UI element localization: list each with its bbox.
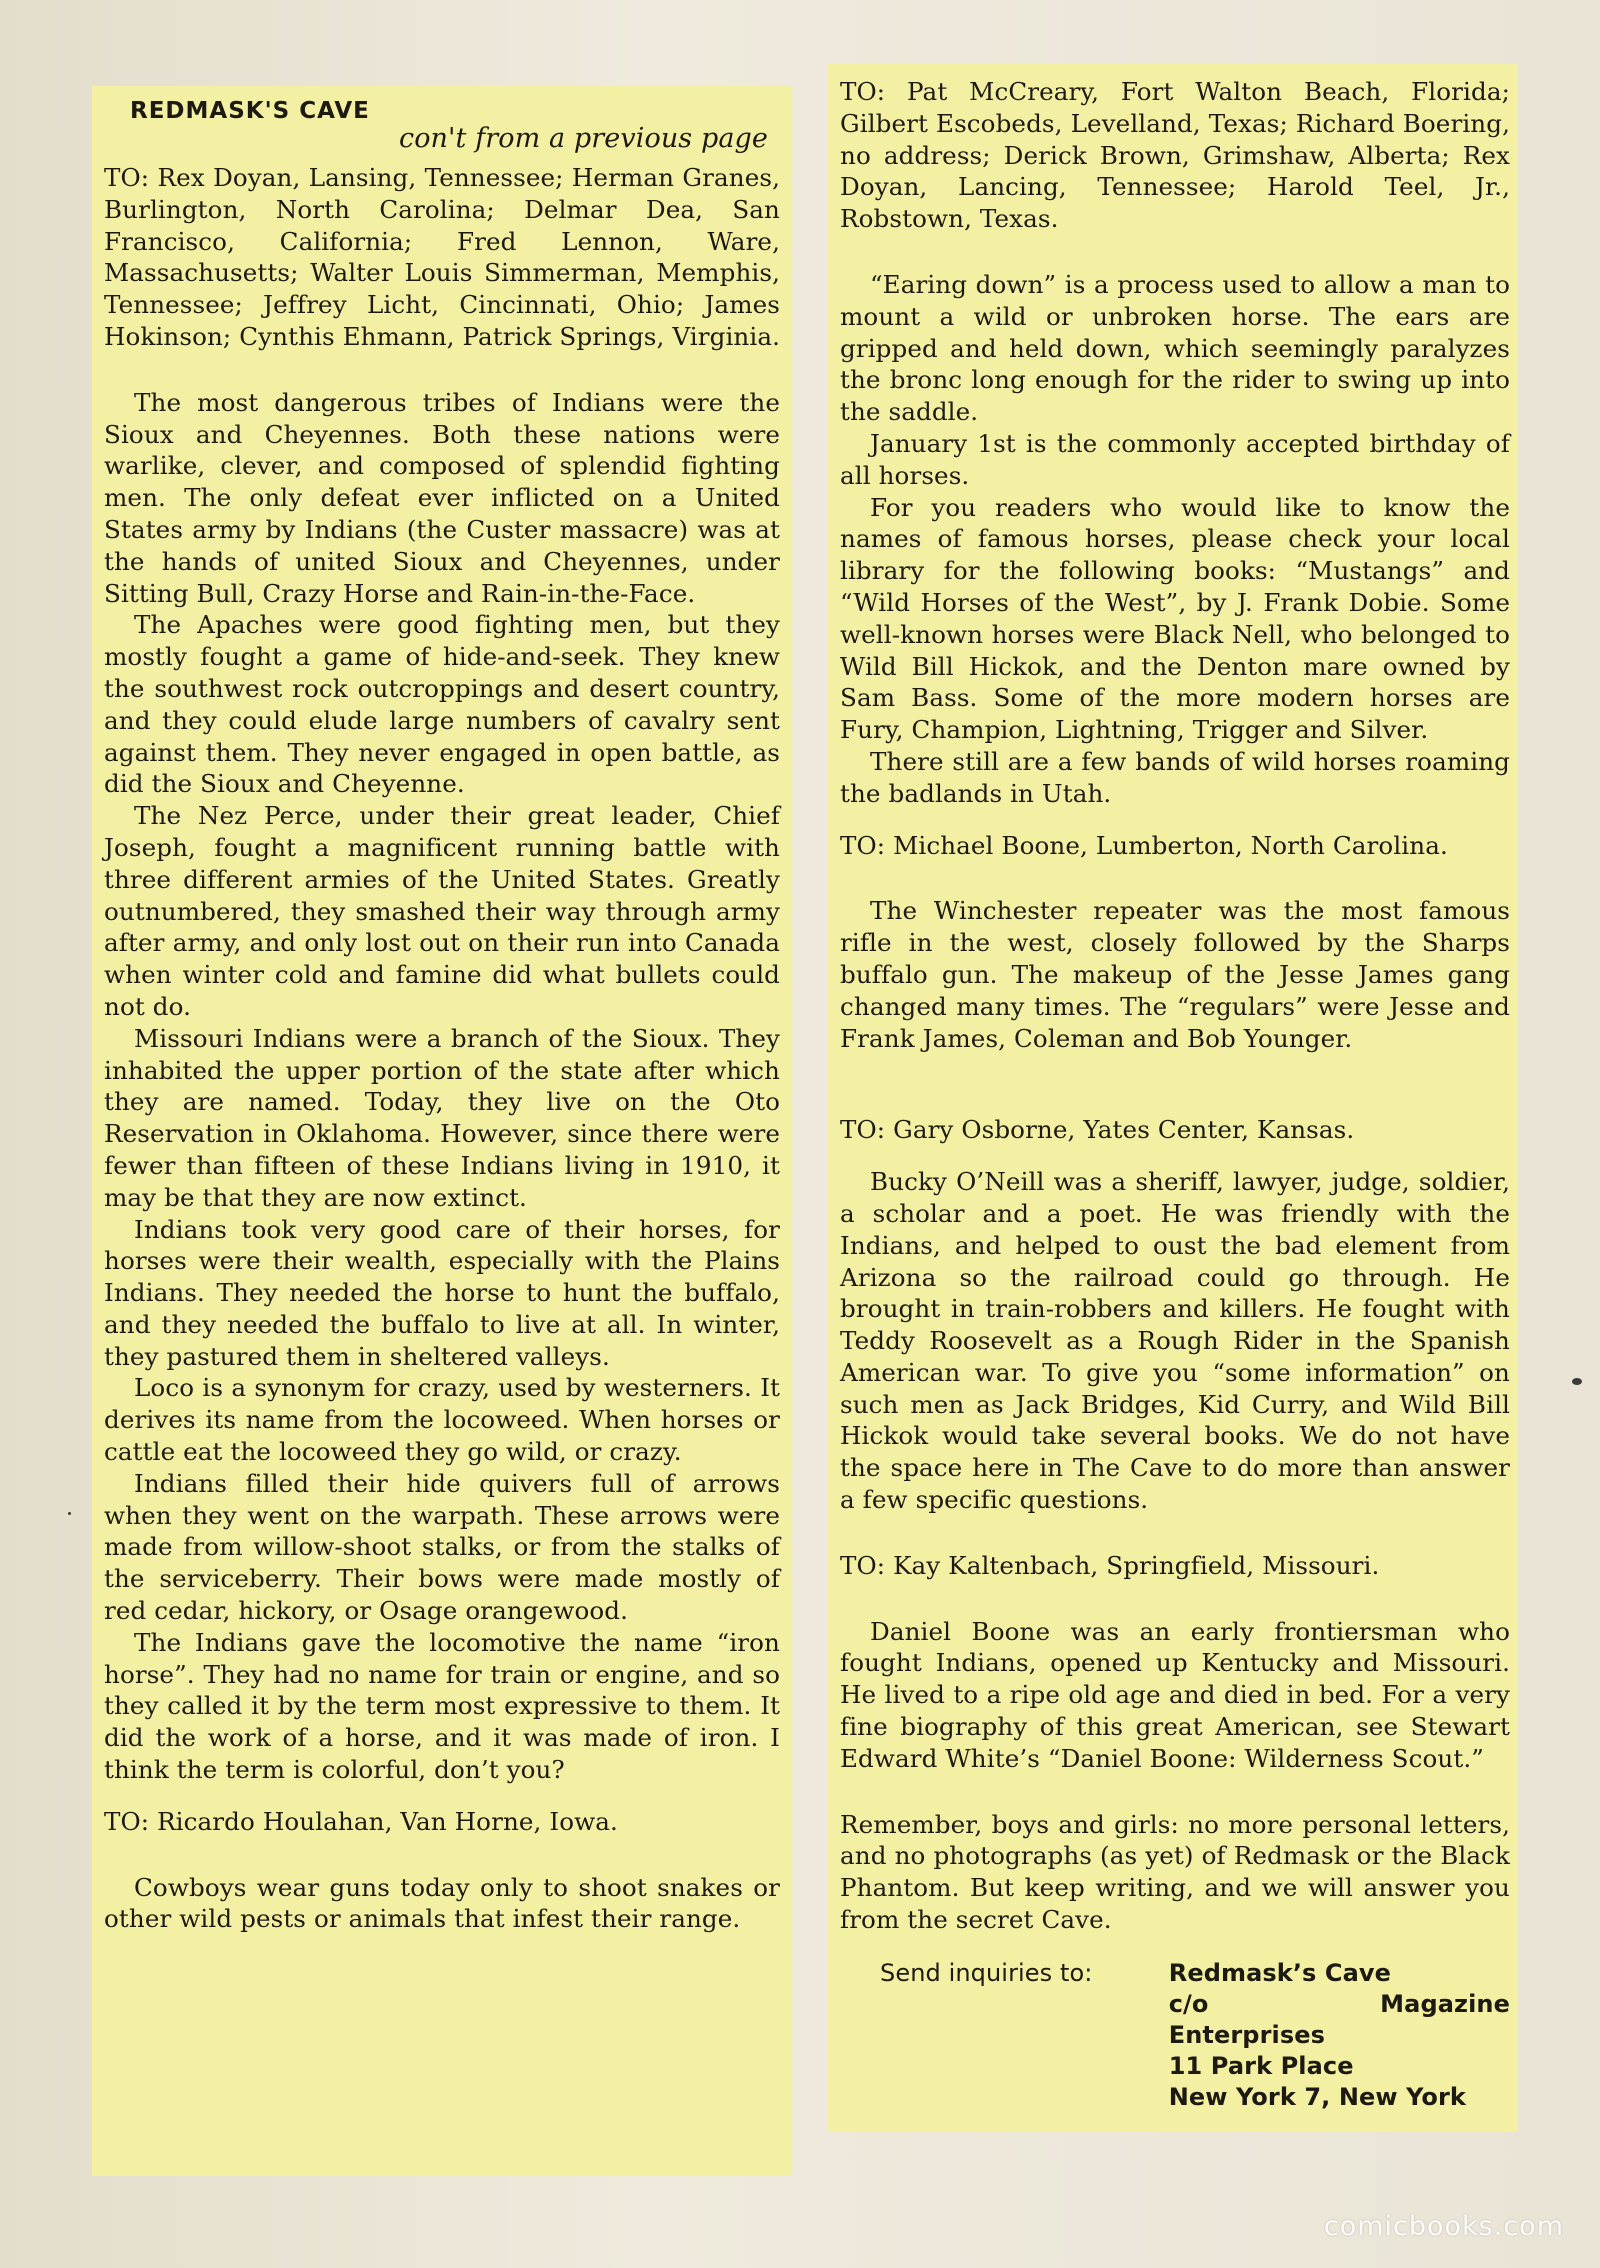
recipient-line: TO: Kay Kaltenbach, Springfield, Missouri.	[840, 1550, 1380, 1580]
address-line: Redmask’s Cave	[1168, 1958, 1392, 1987]
paragraph: TO: Rex Doyan, Lansing, Tennessee; Herman Granes, Burlington, North Carolina; Delmar Dea, San Francisco, California; Fred Lennon, Ware, Massachusetts; Walter Louis Simmerman, Memphis, Tennessee; Jeffrey Licht, Cincinnati, Ohio; James Hokinson; Cynthis Ehmann, Patrick Springs, Virginia.	[104, 163, 781, 351]
paragraph: January 1st is the commonly accepted birthday of all horses.	[840, 428, 1510, 490]
send-inquiries-block	[840, 1958, 1510, 2113]
paragraph: The Apaches were good fighting men, but they mostly fought a game of hide-and-seek. They knew the southwest rock outcroppings and desert country, and they could elude large numbers of cavalry sent against them. They never engaged in open battle, as did the Sioux and Cheyenne.	[104, 610, 780, 799]
paragraph: Bucky O’Neill was a sheriff, lawyer, judge, soldier, a scholar and a poet. He was friendly with the Indians, and helped to oust the bad element from Arizona so the railroad could go through. He brought in train-robbers and killers. He fought with Teddy Roosevelt as a Rough Rider in the Spanish American war. To give you “some information” on such men as Jack Bridges, Kid Curry, and Wild Bill Hickok would take several books. We do not have the space here in The Cave to do more than answer a few specific questions.	[840, 1167, 1510, 1515]
paragraph: Missouri Indians were a branch of the Sioux. They inhabited the upper portion of the state after which they are named. Today, they live on the Oto Reservation in Oklahoma. However, since there were fewer than fifteen of these Indians living in 1910, it may be that they are now extinct.	[104, 1023, 780, 1212]
paragraph: The most dangerous tribes of Indians were the Sioux and Cheyennes. Both these nations were warlike, clever, and composed of splendid fighting men. The only defeat ever inflicted on a United States army by Indians (the Custer massacre) was at the hands of united Sioux and Cheyennes, under Sitting Bull, Crazy Horse and Rain-in-the-Face.	[104, 387, 780, 608]
right-column	[840, 76, 1510, 2113]
paragraph: The Winchester repeater was the most famous rifle in the west, closely followed by the Sharps buffalo gun. The makeup of the Jesse James gang changed many times. The “regulars” were Jesse and Frank James, Coleman and Bob Younger.	[840, 896, 1510, 1053]
recipient-line: TO: Michael Boone, Lumberton, North Carolina.	[840, 830, 1448, 860]
site-watermark: comicbooks.com	[1323, 2211, 1564, 2242]
header-title: REDMASK'S CAVE	[130, 98, 370, 124]
paragraph: Loco is a synonym for crazy, used by westerners. It derives its name from the locoweed. When horses or cattle eat the locoweed they go wild, or crazy.	[104, 1373, 780, 1467]
address-line: New York 7, New York	[1168, 2082, 1466, 2111]
paragraph: Cowboys wear guns today only to shoot snakes or other wild pests or animals that infest their range.	[104, 1872, 780, 1934]
paragraph: Indians took very good care of their horses, for horses were their wealth, especially with the Plains Indians. They needed the horse to hunt the buffalo, and they needed the buffalo to live at all. In winter, they pastured them in sheltered valleys.	[104, 1214, 780, 1371]
paragraph: The Nez Perce, under their great leader, Chief Joseph, fought a magnificent running battle with three different armies of the United States. Greatly outnumbered, they smashed their way through army after army, and only lost out on their run into Canada when winter cold and famine did what bullets could not do.	[104, 801, 780, 1021]
recipient-line: TO: Ricardo Houlahan, Van Horne, Iowa.	[104, 1806, 618, 1836]
paragraph: The Indians gave the locomotive the name “iron horse”. They had no name for train or engine, and so they called it by the term most expressive to them. It did the work of a horse, and it was made of iron. I think the term is colorful, don’t you?	[104, 1627, 780, 1785]
left-column	[104, 98, 780, 1935]
paragraph: “Earing down” is a process used to allow a man to mount a wild or unbroken horse. The ears are gripped and held down, which seemingly paralyzes the bronc long enough for the rider to swing up into the saddle.	[840, 269, 1510, 427]
ink-speck	[68, 1512, 71, 1515]
paragraph: Indians filled their hide quivers full of arrows when they went on the warpath. These arrows were made from willow-shoot stalks, or from the stalks of the serviceberry. Their bows were made mostly of red cedar, hickory, or Osage orangewood.	[104, 1468, 780, 1626]
paragraph: TO: Pat McCreary, Fort Walton Beach, Florida; Gilbert Escobeds, Levelland, Texas; Richard Boering, no address; Derick Brown, Grimshaw, Alberta; Rex Doyan, Lancing, Tennessee; Harold Teel, Jr., Robstown, Texas.	[840, 77, 1510, 234]
closing-paragraph: Remember, boys and girls: no more personal letters, and no photographs (as yet) of Redmask or the Black Phantom. But keep writing, and we will answer you from the secret Cave.	[840, 1809, 1510, 1935]
ink-speck	[1572, 1378, 1582, 1385]
paragraph: Daniel Boone was an early frontiersman who fought Indians, opened up Kentucky and Missouri. He lived to a ripe old age and died in bed. For a very fine biography of this great American, see Stewart Edward White’s “Daniel Boone: Wilderness Scout.”	[840, 1616, 1510, 1773]
paragraph: There still are a few bands of wild horses roaming the badlands in Utah.	[840, 746, 1510, 808]
send-inquiries-label: Send inquiries to:	[880, 1958, 1093, 1987]
header-note: con't from a previous page	[398, 123, 768, 154]
mailing-address	[1169, 1958, 1510, 2113]
paragraph: For you readers who would like to know the names of famous horses, please check your local library for the following books: “Mustangs” and “Wild Horses of the West”, by J. Frank Dobie. Some well-known horses were Black Nell, who belonged to Wild Bill Hickok, and the Denton mare owned by Sam Bass. Some of the more modern horses are Fury, Champion, Lightning, Trigger and Silver.	[840, 492, 1510, 745]
address-line: 11 Park Place	[1168, 2051, 1354, 2080]
recipient-line: TO: Gary Osborne, Yates Center, Kansas.	[840, 1115, 1355, 1145]
address-line: c/o Magazine Enterprises	[1168, 1989, 1510, 2049]
